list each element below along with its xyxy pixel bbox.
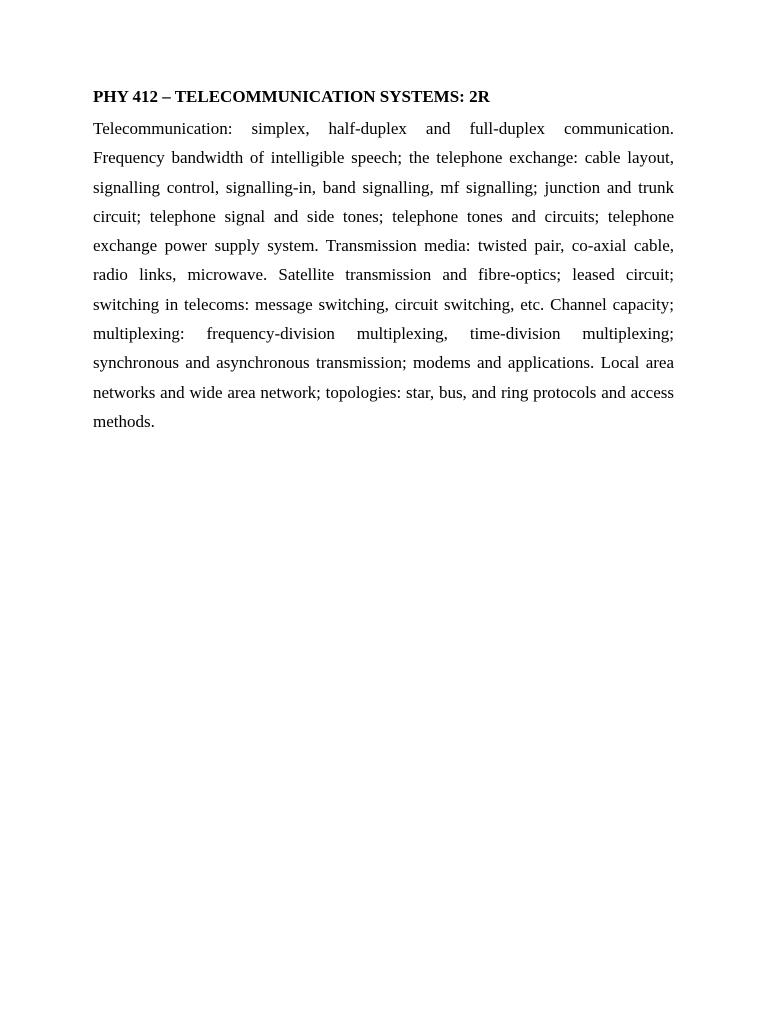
course-description: Telecommunication: simplex, half-duplex and full-duplex communication. Frequency bandwidth of intelligible speech; the telephone exchange: cable layout, signalling control, signalling-in, band signalling, mf signalling; junction and trunk circuit; telephone signal and side tones; telephone tones and circuits; telephone exchange power supply system. Transmission media: twisted pair, co-axial cable, radio links, microwave. Satellite transmission and fibre-optics; leased circuit; switching in telecoms: message switching, circuit switching, etc. Channel capacity; multiplexing: frequency-division multiplexing, time-division multiplexing; synchronous and asynchronous transmission; modems and applications. Local area networks and wide area network; topologies: star, bus, and ring protocols and access methods. — [93, 119, 674, 431]
document-content — [93, 84, 674, 436]
course-heading: PHY 412 – TELECOMMUNICATION SYSTEMS: 2R — [93, 87, 490, 106]
